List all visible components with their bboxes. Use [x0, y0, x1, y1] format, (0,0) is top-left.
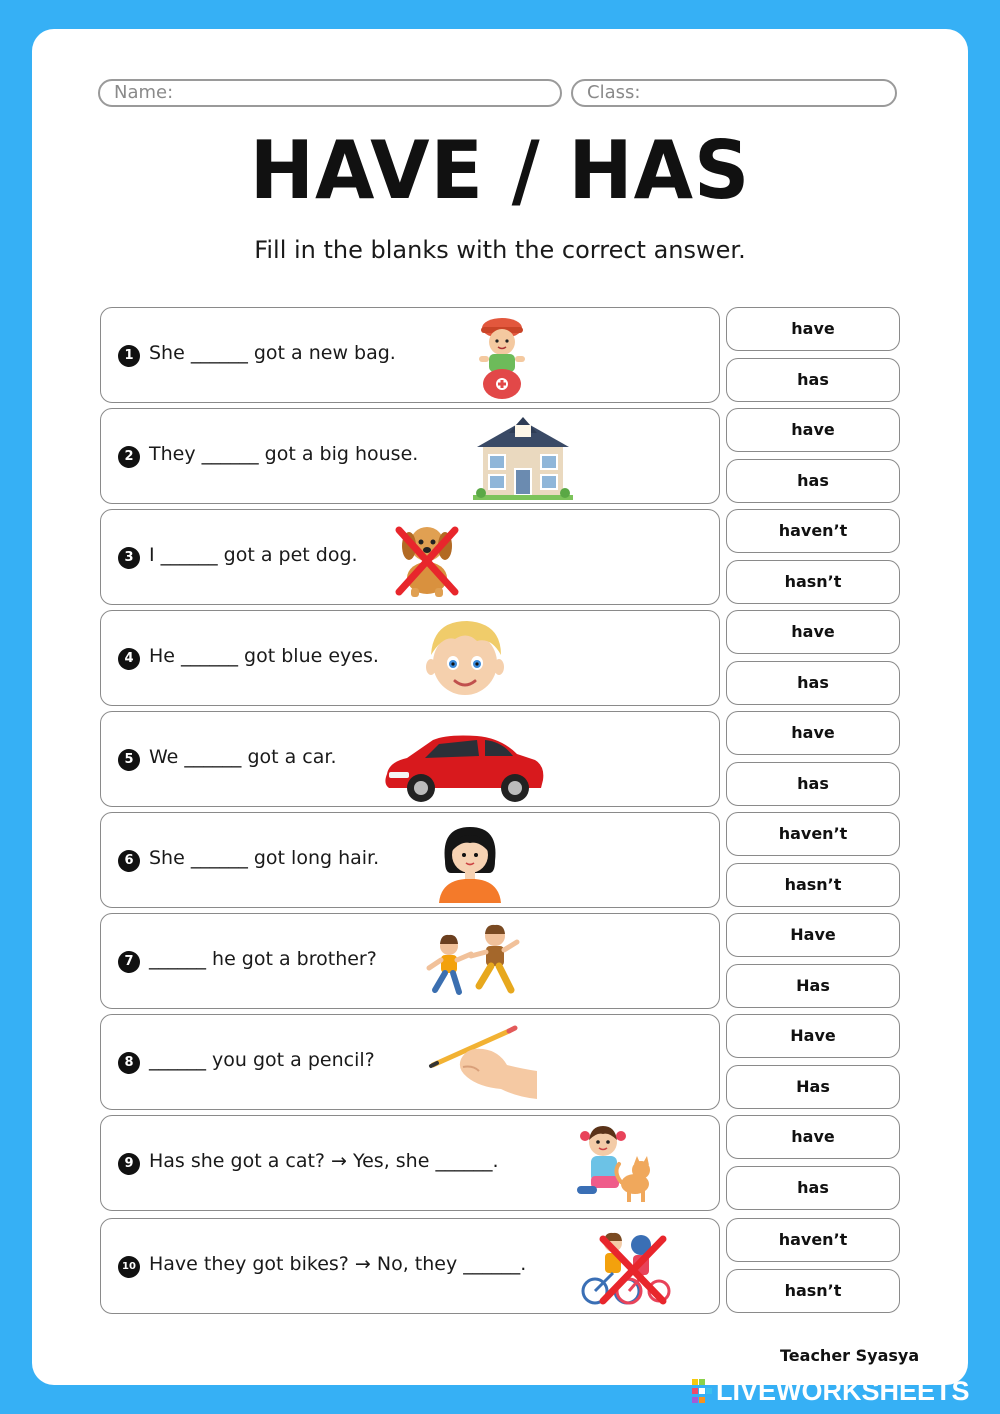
question-text-7: ______ he got a brother? [149, 948, 377, 970]
option-10-b[interactable]: hasn’t [726, 1269, 900, 1313]
option-3-b[interactable]: hasn’t [726, 560, 900, 604]
question-row-6 [100, 812, 720, 908]
option-1-b[interactable]: has [726, 358, 900, 402]
question-text-2: They ______ got a big house. [149, 443, 419, 465]
question-number-5: 5 [118, 749, 140, 771]
option-8-a[interactable]: Have [726, 1014, 900, 1058]
option-4-b[interactable]: has [726, 661, 900, 705]
question-row-9 [100, 1115, 720, 1211]
question-row-7 [100, 913, 720, 1009]
short-hair-woman-picture [435, 821, 505, 903]
option-7-b[interactable]: Has [726, 964, 900, 1008]
option-3-a[interactable]: haven’t [726, 509, 900, 553]
crossed-out-dog-picture [393, 516, 461, 600]
class-field[interactable] [571, 79, 897, 107]
question-number-8: 8 [118, 1052, 140, 1074]
question-number-3: 3 [118, 547, 140, 569]
question-number-4: 4 [118, 648, 140, 670]
question-text-8: ______ you got a pencil? [149, 1049, 375, 1071]
question-text-4: He ______ got blue eyes. [149, 645, 379, 667]
name-field[interactable] [98, 79, 562, 107]
class-label: Class: [587, 82, 641, 103]
girl-with-cat-picture [569, 1120, 657, 1208]
instruction-text: Fill in the blanks with the correct answer. [254, 236, 746, 264]
question-number-2: 2 [118, 446, 140, 468]
question-row-2 [100, 408, 720, 504]
option-4-a[interactable]: have [726, 610, 900, 654]
option-5-a[interactable]: have [726, 711, 900, 755]
option-5-b[interactable]: has [726, 762, 900, 806]
question-row-10 [100, 1218, 720, 1314]
crossed-out-bike-riders-picture [579, 1225, 671, 1309]
option-1-a[interactable]: have [726, 307, 900, 351]
liveworksheets-brand [692, 1374, 970, 1408]
two-running-boys-picture [423, 920, 523, 1002]
option-2-a[interactable]: have [726, 408, 900, 452]
question-number-9: 9 [118, 1153, 140, 1175]
question-number-6: 6 [118, 850, 140, 872]
question-number-1: 1 [118, 345, 140, 367]
question-text-6: She ______ got long hair. [149, 847, 380, 869]
question-row-4 [100, 610, 720, 706]
question-row-1 [100, 307, 720, 403]
hand-with-pencil-picture [427, 1025, 541, 1101]
question-number-10: 10 [118, 1256, 140, 1278]
name-label: Name: [114, 82, 174, 103]
option-2-b[interactable]: has [726, 459, 900, 503]
teacher-credit: Teacher Syasya [780, 1346, 920, 1365]
blond-boy-face-picture [421, 615, 509, 703]
option-9-a[interactable]: have [726, 1115, 900, 1159]
option-9-b[interactable]: has [726, 1166, 900, 1210]
question-text-10: Have they got bikes? → No, they ______. [149, 1253, 527, 1275]
option-8-b[interactable]: Has [726, 1065, 900, 1109]
house-picture [471, 413, 575, 501]
red-car-picture [381, 728, 547, 804]
question-row-3 [100, 509, 720, 605]
question-text-3: I ______ got a pet dog. [149, 544, 358, 566]
option-6-b[interactable]: hasn’t [726, 863, 900, 907]
question-row-5 [100, 711, 720, 807]
question-text-9: Has she got a cat? → Yes, she ______. [149, 1150, 499, 1172]
option-10-a[interactable]: haven’t [726, 1218, 900, 1262]
worksheet-title: HAVE / HAS [249, 124, 751, 217]
liveworksheets-wordmark: LIVEWORKSHEETS [716, 1375, 970, 1406]
question-text-1: She ______ got a new bag. [149, 342, 396, 364]
option-7-a[interactable]: Have [726, 913, 900, 957]
girl-with-bag-picture [467, 314, 537, 400]
question-row-8 [100, 1014, 720, 1110]
question-number-7: 7 [118, 951, 140, 973]
option-6-a[interactable]: haven’t [726, 812, 900, 856]
liveworksheets-logo-icon [692, 1379, 712, 1403]
question-text-5: We ______ got a car. [149, 746, 337, 768]
